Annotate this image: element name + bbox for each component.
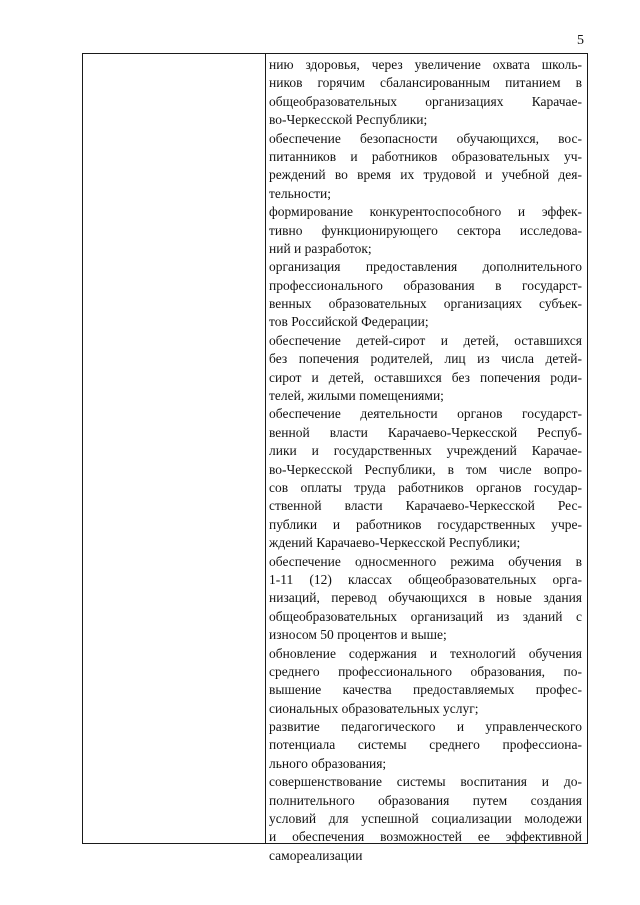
text-line: среднего профессионального образования, по- xyxy=(269,663,582,679)
text-line: льного образования; xyxy=(269,755,387,771)
text-line: обновление содержания и технологий обучения xyxy=(269,645,582,661)
text-line: обеспечение детей-сирот и детей, оставшихся xyxy=(269,332,582,348)
page-number: 5 xyxy=(577,33,584,48)
text-line: публики и работников государственных учре- xyxy=(269,516,582,532)
text-line: без попечения родителей, лиц из числа детей- xyxy=(269,351,582,367)
text-line: самореализации xyxy=(269,847,363,863)
text-line: ственной власти Карачаево-Черкесской Рес- xyxy=(269,498,582,514)
text-line: износом 50 процентов и выше; xyxy=(269,627,447,643)
text-line: ников горячим сбалансированным питанием в xyxy=(269,75,582,91)
text-line: тов Российской Федерации; xyxy=(269,314,429,330)
text-line: совершенствование системы воспитания и до- xyxy=(269,774,582,790)
text-line: вышение качества предоставляемых профес- xyxy=(269,682,582,698)
text-line: во-Черкесской Республики, в том числе вопро- xyxy=(269,461,582,477)
text-line: тельности; xyxy=(269,185,331,201)
text-line: венной власти Карачаево-Черкесской Респуб- xyxy=(269,424,582,440)
text-line: сиональных образовательных услуг; xyxy=(269,700,479,716)
text-line: ждений Карачаево-Черкесской Республики; xyxy=(269,535,521,551)
text-line: венных образовательных организациях субъек- xyxy=(269,296,582,312)
text-line: телей, жилыми помещениями; xyxy=(269,388,444,404)
text-line: развитие педагогического и управленческого xyxy=(269,719,582,735)
text-line: ний и разработок; xyxy=(269,240,372,256)
text-line: 1-11 (12) классах общеобразовательных орга- xyxy=(269,571,582,587)
text-line: потенциала системы среднего профессиона- xyxy=(269,737,582,753)
text-line: и обеспечения возможностей ее эффективной xyxy=(269,829,582,845)
text-line: полнительного образования путем создания xyxy=(269,792,582,808)
text-line: организация предоставления дополнительного xyxy=(269,259,582,275)
column-divider xyxy=(265,54,266,843)
text-line: лики и государственных учреждений Карачае- xyxy=(269,443,582,459)
text-line: условий для успешной социализации молодежи xyxy=(269,811,582,827)
text-line: формирование конкурентоспособного и эффек- xyxy=(269,204,582,220)
document-table xyxy=(82,53,588,863)
text-line: обеспечение односменного режима обучения в xyxy=(269,553,582,569)
text-line: питанников и работников образовательных уч- xyxy=(269,148,582,164)
table-left-cell xyxy=(83,54,265,843)
text-line: сов оплаты труда работников органов государ- xyxy=(269,479,582,495)
text-line: сирот и детей, оставшихся без попечения роди- xyxy=(269,369,582,385)
table-right-cell xyxy=(269,56,582,863)
text-line: обеспечение безопасности обучающихся, вос- xyxy=(269,130,582,146)
text-line: нию здоровья, через увеличение охвата школь- xyxy=(269,57,582,72)
text-line: профессионального образования в государст- xyxy=(269,277,582,293)
text-line: обеспечение деятельности органов государст- xyxy=(269,406,582,422)
text-line: реждений во время их трудовой и учебной дея- xyxy=(269,167,582,183)
text-line: общеобразовательных организаций из зданий с xyxy=(269,608,582,624)
text-line: тивно функционирующего сектора исследова- xyxy=(269,222,582,238)
text-line: низаций, перевод обучающихся в новые здания xyxy=(269,590,582,606)
text-line: во-Черкесской Республики; xyxy=(269,112,428,128)
text-line: общеобразовательных организациях Карачае- xyxy=(269,93,582,109)
